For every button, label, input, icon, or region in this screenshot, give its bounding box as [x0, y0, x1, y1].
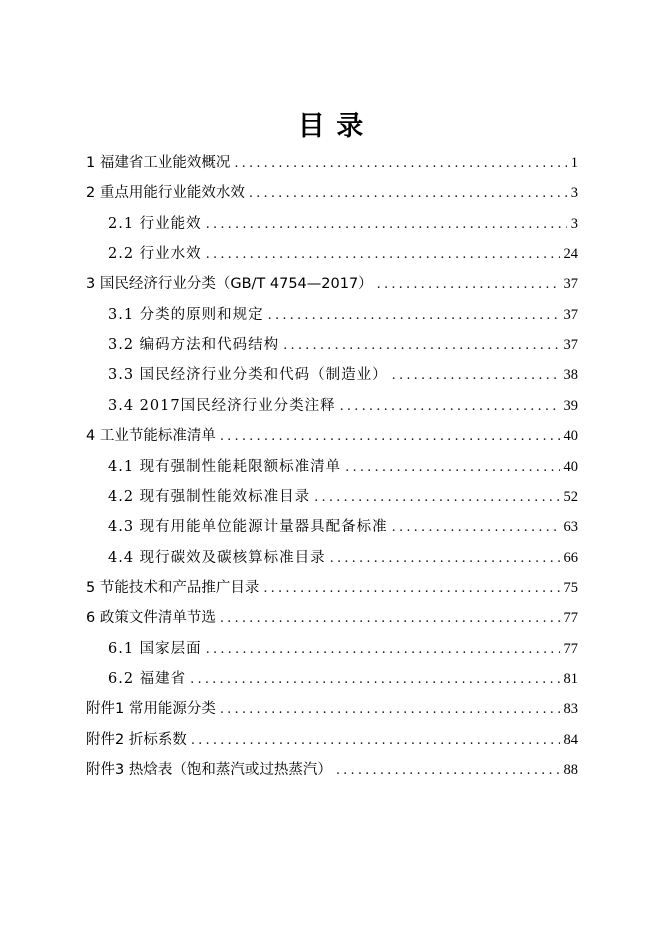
- toc-entry-label: 1 福建省工业能效概况: [86, 155, 231, 171]
- dot-leader: [206, 240, 560, 270]
- toc-entry[interactable]: [108, 664, 578, 694]
- page-title: 目 录: [297, 111, 365, 142]
- toc-entry[interactable]: [86, 694, 578, 724]
- toc-entry[interactable]: [108, 330, 578, 360]
- toc-entry[interactable]: [86, 725, 578, 755]
- toc-entry[interactable]: [86, 269, 578, 299]
- toc-entry-page-number: 77: [563, 610, 578, 627]
- toc-entry-page-number: 83: [563, 701, 578, 718]
- toc-entry-page-number: 75: [563, 579, 578, 596]
- toc-entry[interactable]: [108, 543, 578, 573]
- toc-entry-label: 4.3 现有用能单位能源计量器具配备标准: [108, 519, 388, 536]
- toc-entry-page-number: 1: [570, 155, 578, 171]
- dot-leader: [268, 301, 560, 331]
- toc-entry-page-number: 84: [563, 731, 578, 748]
- dot-leader: [314, 483, 559, 513]
- toc-entry[interactable]: [108, 239, 578, 269]
- toc-entry[interactable]: [108, 209, 578, 239]
- toc-entry-label: 4.4 现行碳效及碳核算标准目录: [108, 549, 326, 566]
- toc-entry-page-number: 81: [563, 670, 578, 687]
- toc-entry[interactable]: [86, 421, 578, 451]
- toc-entry[interactable]: [86, 755, 578, 785]
- toc-entry-page-number: 40: [563, 428, 578, 445]
- toc-entry[interactable]: [86, 603, 578, 633]
- dot-leader: [190, 665, 559, 695]
- toc-entry-label: 附件2 折标系数: [86, 731, 187, 748]
- toc-entry-page-number: 37: [563, 306, 578, 323]
- toc-entry[interactable]: [108, 300, 578, 330]
- toc-entry-page-number: 40: [563, 458, 578, 475]
- toc-entry-page-number: 77: [563, 640, 578, 657]
- dot-leader: [220, 422, 560, 452]
- dot-leader: [392, 513, 560, 543]
- toc-entry-page-number: 3: [570, 215, 578, 232]
- toc-entry[interactable]: [108, 634, 578, 664]
- dot-leader: [392, 361, 560, 391]
- toc-entry[interactable]: [86, 178, 578, 208]
- toc-entry[interactable]: [108, 482, 578, 512]
- toc-entry-label: 3.3 国民经济行业分类和代码（制造业）: [108, 367, 388, 384]
- toc-entry[interactable]: [108, 360, 578, 390]
- dot-leader: [234, 149, 566, 179]
- dot-leader: [220, 695, 560, 725]
- dot-leader: [283, 331, 559, 361]
- toc-entry-page-number: 39: [563, 397, 578, 414]
- toc-entry-page-number: 3: [570, 185, 578, 202]
- toc-entry-label: 3.4 2017国民经济行业分类注释: [108, 397, 336, 414]
- dot-leader: [249, 179, 567, 209]
- toc-entry-label: 3.1 分类的原则和规定: [108, 306, 264, 323]
- dot-leader: [377, 270, 560, 300]
- dot-leader: [345, 453, 559, 483]
- dot-leader: [206, 635, 560, 665]
- dot-leader: [220, 604, 560, 634]
- toc-entry-page-number: 88: [563, 762, 578, 778]
- toc-entry-label: 4 工业节能标准清单: [86, 428, 216, 445]
- toc-entry-page-number: 37: [563, 276, 578, 293]
- toc-entry-label: 2 重点用能行业能效水效: [86, 185, 245, 202]
- toc-entry-label: 6 政策文件清单节选: [86, 610, 216, 627]
- toc-entry-label: 6.1 国家层面: [108, 640, 202, 657]
- toc-entry-page-number: 38: [563, 367, 578, 384]
- toc-entry[interactable]: [108, 512, 578, 542]
- toc-entry-page-number: 52: [563, 488, 578, 505]
- dot-leader: [330, 544, 560, 574]
- toc-entry-label: 2.2 行业水效: [108, 246, 202, 263]
- dot-leader: [336, 756, 560, 786]
- toc-entry[interactable]: [108, 452, 578, 482]
- dot-leader: [191, 726, 560, 756]
- toc-entry-label: 5 节能技术和产品推广目录: [86, 579, 260, 596]
- toc-entry-label: 2.1 行业能效: [108, 215, 202, 232]
- toc-entry-label: 6.2 福建省: [108, 670, 187, 687]
- toc-entry-label: 3.2 编码方法和代码结构: [108, 337, 280, 354]
- toc-entry-page-number: 63: [563, 519, 578, 536]
- toc-entry[interactable]: [86, 148, 578, 178]
- dot-leader: [263, 574, 559, 604]
- toc-entry-page-number: 66: [563, 549, 578, 566]
- toc-entry-label: 4.2 现有强制性能效标准目录: [108, 488, 311, 505]
- toc-entry[interactable]: [86, 573, 578, 603]
- toc-entry-label: 附件3 热焓表（饱和蒸汽或过热蒸汽）: [86, 762, 332, 778]
- dot-leader: [340, 392, 560, 422]
- toc-entry-page-number: 37: [563, 337, 578, 354]
- toc-entry-label: 附件1 常用能源分类: [86, 701, 216, 718]
- toc-entry-page-number: 24: [563, 246, 578, 263]
- dot-leader: [206, 210, 567, 240]
- toc-entry-label: 3 国民经济行业分类（GB/T 4754—2017）: [86, 276, 373, 293]
- toc-entry[interactable]: [108, 391, 578, 421]
- toc-entry-label: 4.1 现有强制性能耗限额标准清单: [108, 458, 342, 475]
